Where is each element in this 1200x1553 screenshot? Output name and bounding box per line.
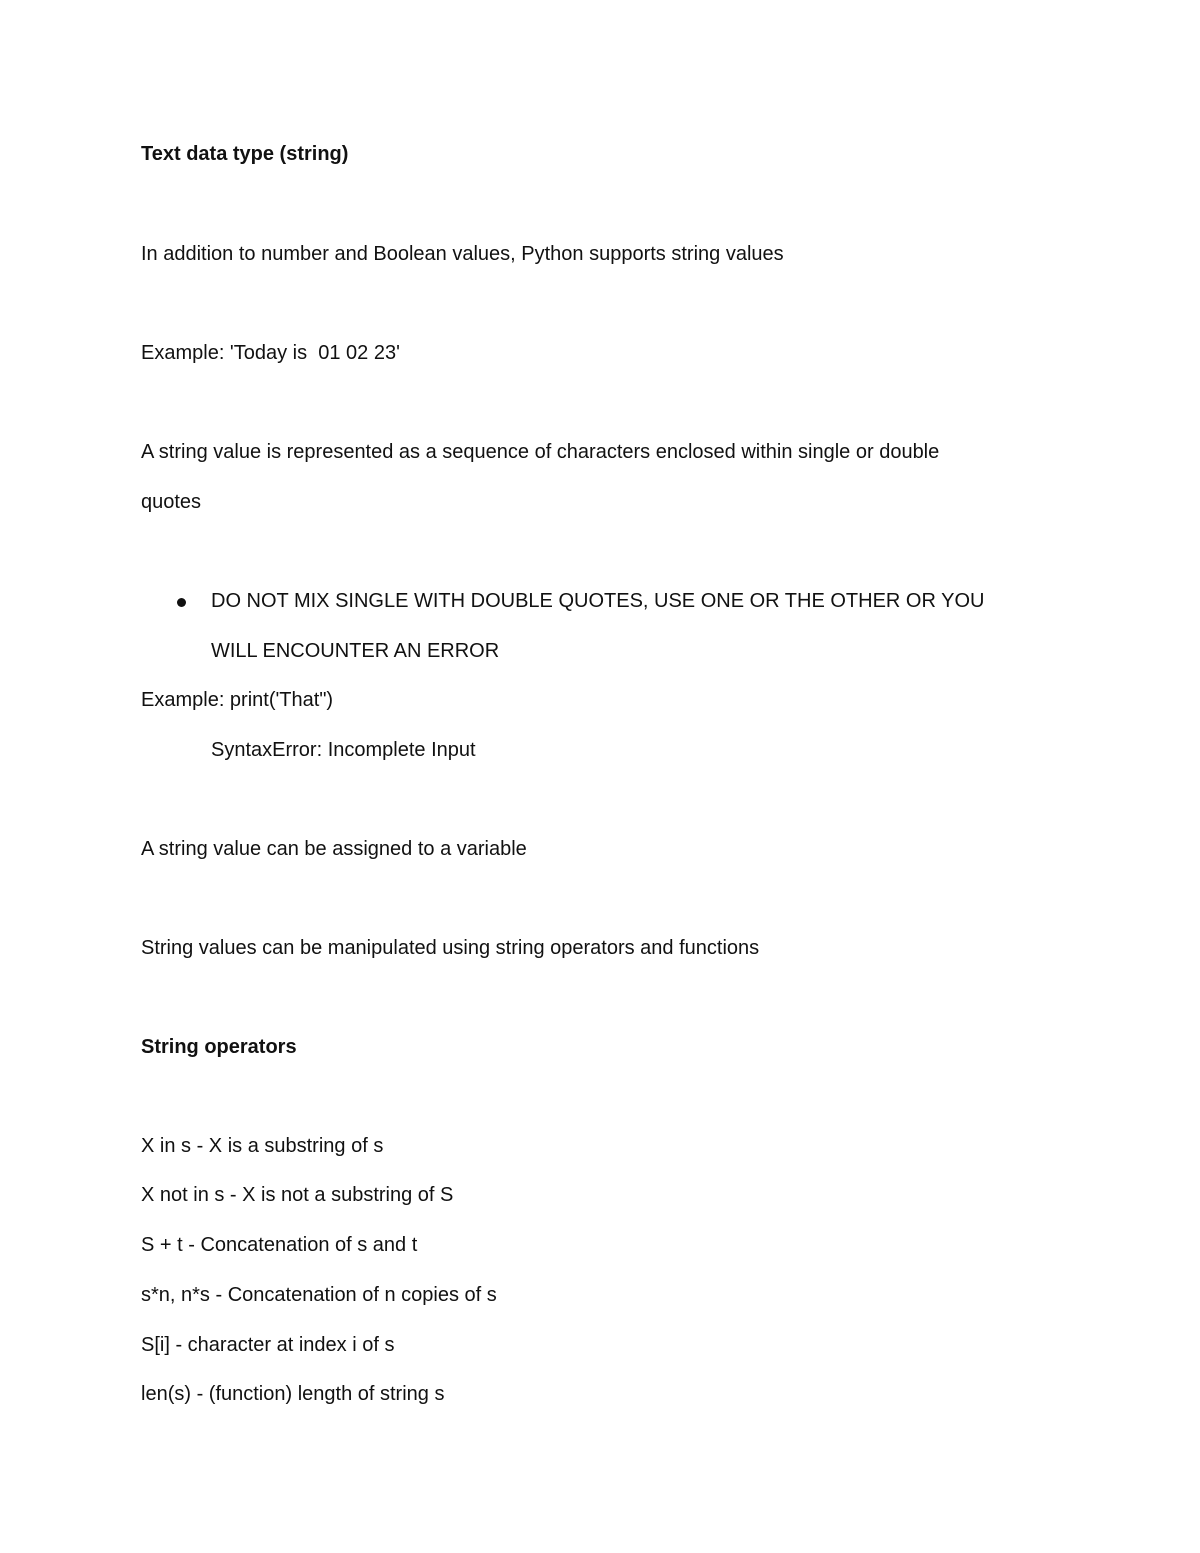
paragraph-addition: In addition to number and Boolean values, Python supports string values — [141, 243, 784, 265]
example-today: Example: 'Today is 01 02 23' — [141, 342, 400, 364]
operator-item: X not in s - X is not a substring of S — [141, 1184, 454, 1206]
operator-item: s*n, n*s - Concatenation of n copies of s — [141, 1284, 497, 1306]
example-print: Example: print('That") — [141, 689, 334, 711]
operator-item: X in s - X is a substring of s — [141, 1135, 384, 1157]
syntax-error: SyntaxError: Incomplete Input — [211, 739, 476, 761]
paragraph-sequence-line-2: quotes — [141, 491, 202, 513]
operator-item: S + t - Concatenation of s and t — [141, 1234, 418, 1256]
paragraph-assigned: A string value can be assigned to a variable — [141, 838, 527, 860]
heading-text-data-type: Text data type (string) — [141, 143, 349, 165]
bullet-warning-line-2: WILL ENCOUNTER AN ERROR — [211, 640, 500, 662]
operator-item: len(s) - (function) length of string s — [141, 1383, 445, 1405]
paragraph-manipulated: String values can be manipulated using string operators and functions — [141, 937, 760, 959]
operator-item: S[i] - character at index i of s — [141, 1334, 395, 1356]
heading-string-operators: String operators — [141, 1036, 297, 1058]
bullet-dot-icon — [177, 598, 186, 607]
bullet-warning-line-1: DO NOT MIX SINGLE WITH DOUBLE QUOTES, USE ONE OR THE OTHER OR YOU — [211, 590, 985, 612]
paragraph-sequence-line-1: A string value is represented as a sequence of characters enclosed within single or double — [141, 441, 940, 463]
